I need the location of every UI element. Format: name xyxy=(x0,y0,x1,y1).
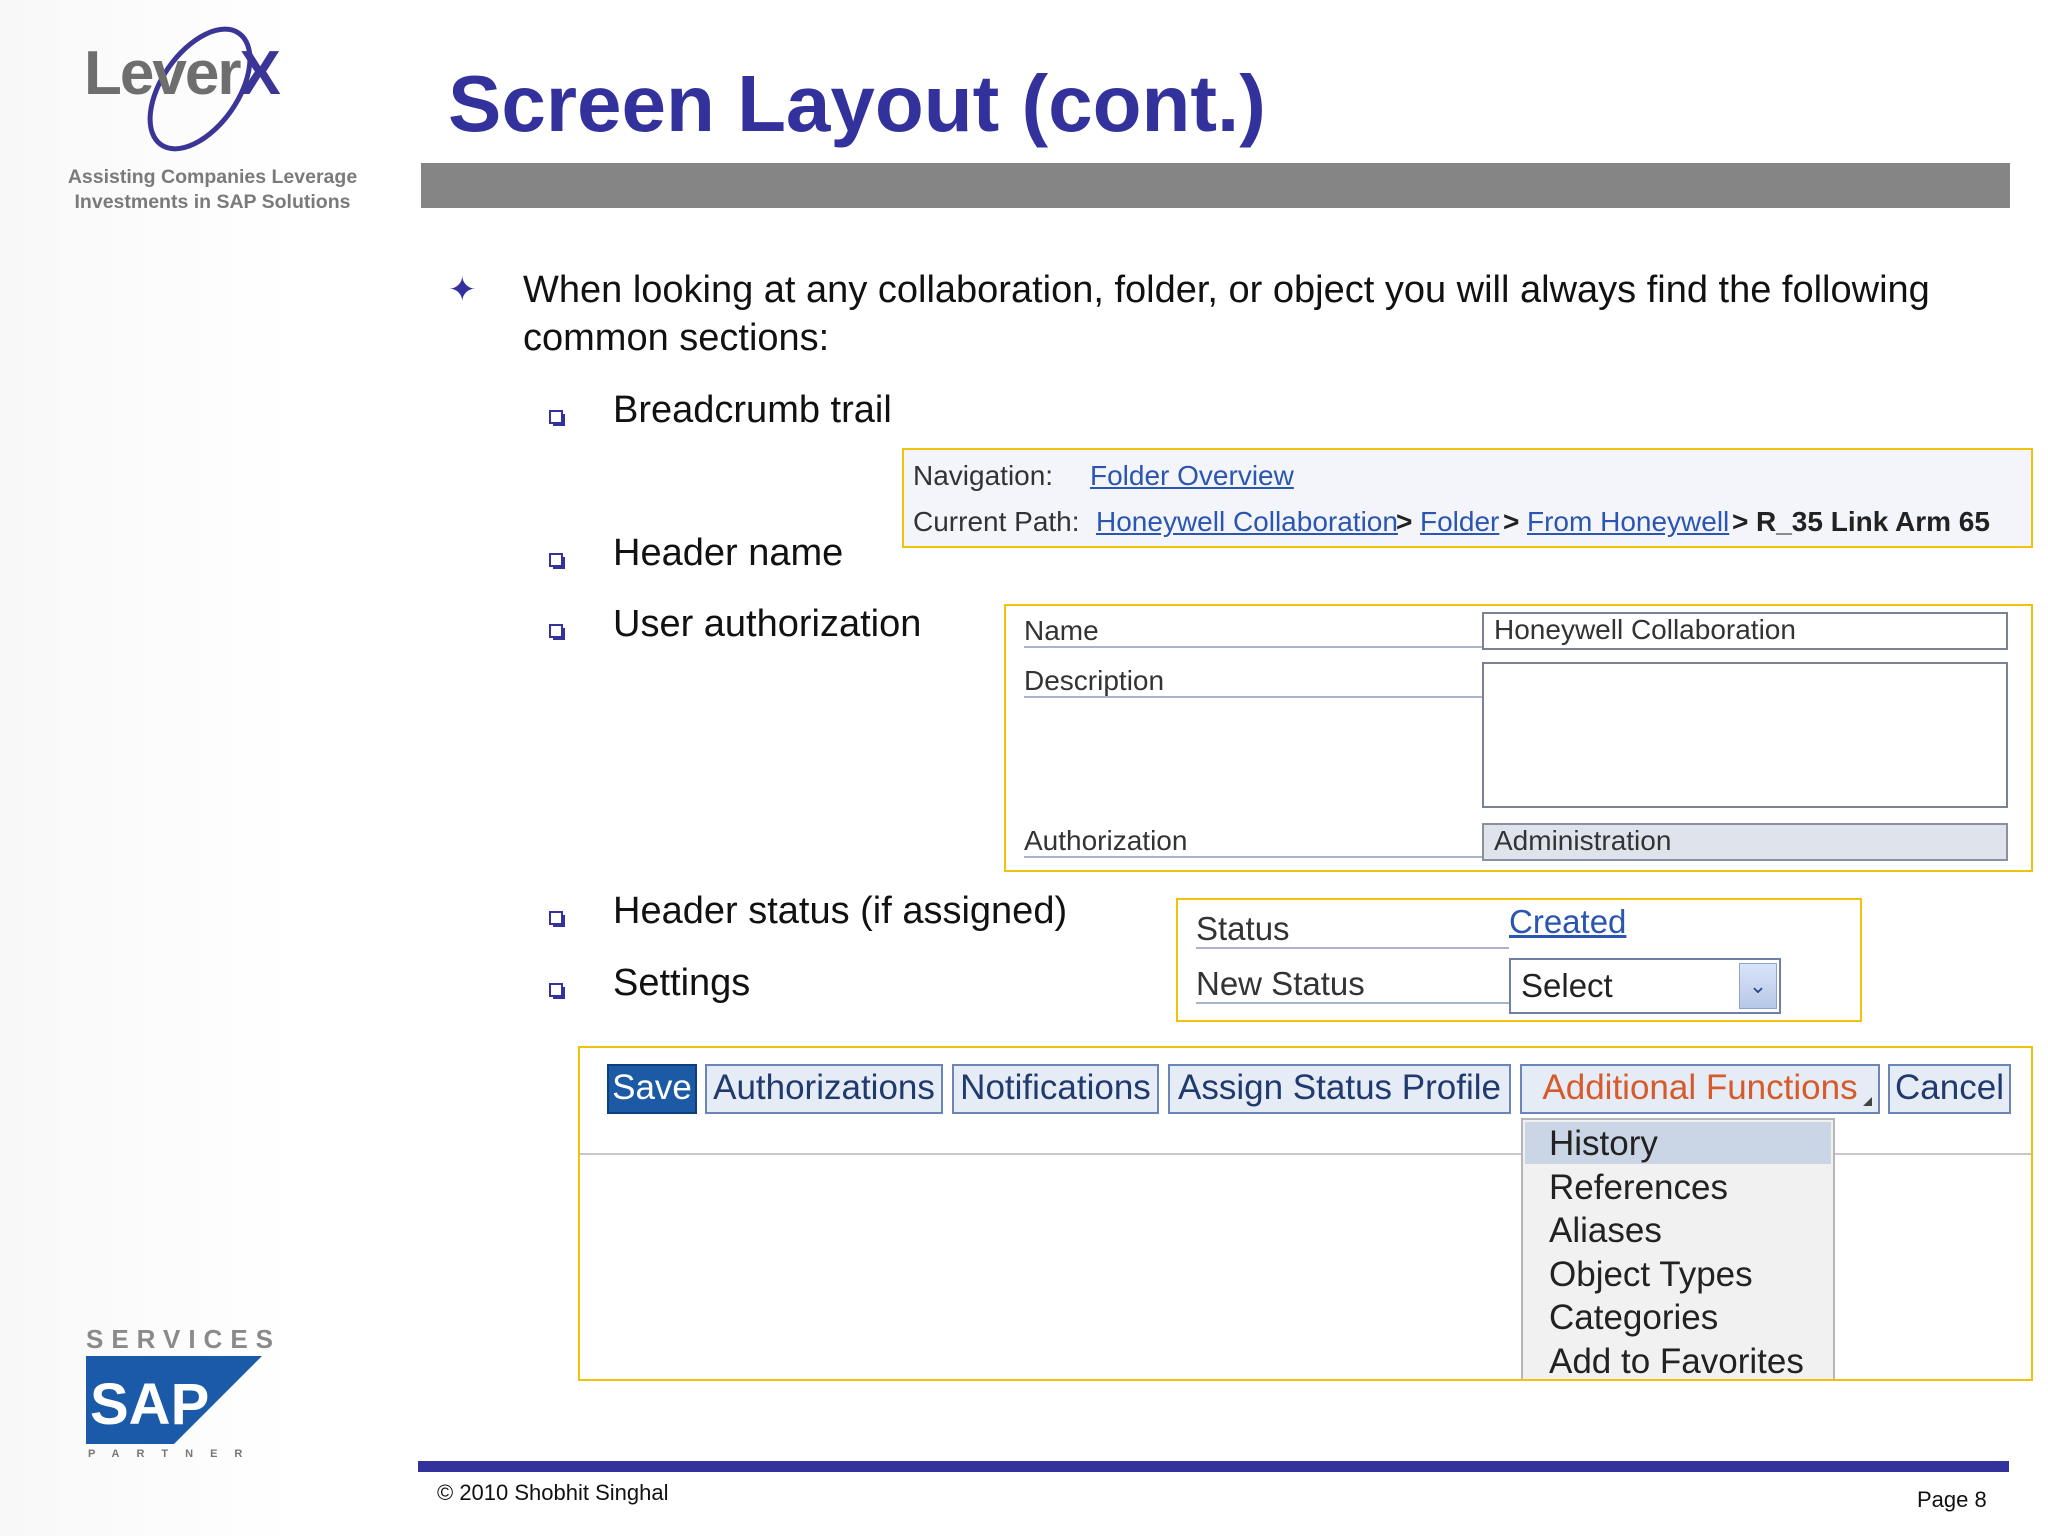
sap-partner-text: PARTNER xyxy=(88,1448,260,1460)
sap-flag xyxy=(86,1356,262,1444)
navigation-label: Navigation: xyxy=(913,460,1054,491)
copyright: © 2010 Shobhit Singhal xyxy=(437,1480,669,1505)
title-divider xyxy=(421,163,2010,208)
square-bullet-icon xyxy=(549,553,563,567)
footer-bar xyxy=(418,1461,2009,1472)
menu-item-object-types[interactable]: Object Types xyxy=(1549,1255,1753,1294)
authorization-field: Administration xyxy=(1482,823,2008,861)
description-label: Description xyxy=(1024,665,1165,696)
bullet-settings: Settings xyxy=(613,962,751,1004)
cancel-button[interactable]: Cancel xyxy=(1888,1064,2011,1114)
status-value-link[interactable]: Created xyxy=(1509,903,1627,940)
breadcrumb-link-folder[interactable]: Folder xyxy=(1420,506,1500,537)
bullet-breadcrumb: Breadcrumb trail xyxy=(613,389,892,431)
four-point-star-icon: ✦ xyxy=(448,271,477,309)
additional-functions-button[interactable]: Additional Functions xyxy=(1520,1064,1880,1114)
breadcrumb-link-from-honeywell[interactable]: From Honeywell xyxy=(1527,506,1730,537)
bullet-header-name: Header name xyxy=(613,532,844,574)
breadcrumb-separator: > xyxy=(1503,506,1520,537)
chevron-down-icon[interactable]: ⌄ xyxy=(1739,963,1777,1009)
breadcrumb-current: R_35 Link Arm 65 xyxy=(1756,506,1990,537)
page-title: Screen Layout (cont.) xyxy=(448,59,1266,148)
label-underline xyxy=(1024,696,1482,698)
breadcrumb-separator: > xyxy=(1732,506,1749,537)
new-status-label: New Status xyxy=(1196,965,1365,1002)
menu-item-history[interactable]: History xyxy=(1549,1124,1658,1163)
page-number: Page 8 xyxy=(1917,1487,1987,1512)
label-underline xyxy=(1196,1002,1509,1004)
label-underline xyxy=(1024,856,1482,858)
additional-functions-menu xyxy=(1521,1118,1835,1379)
intro-text: When looking at any collaboration, folder, or object you will always find the following common sections: xyxy=(523,269,1930,359)
menu-item-add-to-favorites[interactable]: Add to Favorites xyxy=(1549,1342,1804,1381)
sidebar-background xyxy=(0,0,300,1536)
select-value: Select xyxy=(1521,967,1613,1004)
square-bullet-icon xyxy=(549,911,563,925)
breadcrumb-separator: > xyxy=(1396,506,1413,537)
authorizations-button[interactable]: Authorizations xyxy=(705,1064,943,1114)
status-label: Status xyxy=(1196,910,1290,947)
sap-services-text: SERVICES xyxy=(86,1324,282,1354)
menu-item-references[interactable]: References xyxy=(1549,1168,1728,1207)
breadcrumb-link-collaboration[interactable]: Honeywell Collaboration xyxy=(1096,506,1398,537)
label-underline xyxy=(1196,947,1509,949)
logo-wordmark: LeverX xyxy=(84,39,279,108)
square-bullet-icon xyxy=(549,983,563,997)
bullet-header-status: Header status (if assigned) xyxy=(613,890,1068,932)
menu-item-aliases[interactable]: Aliases xyxy=(1549,1211,1662,1250)
name-field[interactable]: Honeywell Collaboration xyxy=(1482,612,2008,650)
name-label: Name xyxy=(1024,615,1099,646)
square-bullet-icon xyxy=(549,624,563,638)
authorization-label: Authorization xyxy=(1024,825,1188,856)
description-field[interactable] xyxy=(1482,662,2008,808)
square-bullet-icon xyxy=(549,410,563,424)
label-underline xyxy=(1024,646,1482,648)
bullet-user-authorization: User authorization xyxy=(613,603,922,645)
sap-logo-text: SAP xyxy=(90,1372,210,1437)
menu-item-categories[interactable]: Categories xyxy=(1549,1298,1719,1337)
save-button[interactable]: Save xyxy=(607,1064,697,1114)
logo-tagline: Assisting Companies Leverage Investments in SAP Solutions xyxy=(67,166,358,213)
assign-status-profile-button[interactable]: Assign Status Profile xyxy=(1168,1064,1511,1114)
new-status-select[interactable] xyxy=(1509,958,1781,1014)
notifications-button[interactable]: Notifications xyxy=(952,1064,1159,1114)
current-path-label: Current Path: xyxy=(913,506,1080,537)
folder-overview-link[interactable]: Folder Overview xyxy=(1090,460,1294,491)
